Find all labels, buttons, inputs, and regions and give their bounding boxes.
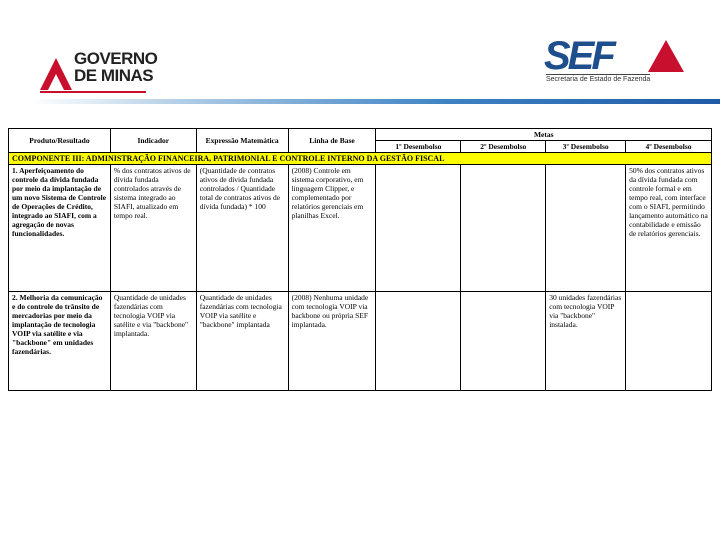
- cell-desembolso-1: [376, 292, 461, 391]
- cell-indicador: Quantidade de unidades fazendárias com tecnologia VOIP via satélite e via "backbone" implantada.: [110, 292, 196, 391]
- page-header: [0, 0, 720, 110]
- sef-subtitle: Secretaria de Estado de Fazenda: [546, 76, 651, 83]
- header-desembolso-3: 3º Desembolso: [546, 141, 626, 153]
- cell-linha-base: (2008) Nenhuma unidade com tecnologia VOIP via backbone ou própria SEF implantada.: [288, 292, 376, 391]
- header-produto: Produto/Resultado: [9, 129, 111, 153]
- component-title: COMPONENTE III: ADMINISTRAÇÃO FINANCEIRA, PATRIMONIAL E CONTROLE INTERNO DA GESTÃO FISCAL: [9, 153, 712, 165]
- header-indicador: Indicador: [110, 129, 196, 153]
- header-desembolso-2: 2º Desembolso: [461, 141, 546, 153]
- header-desembolso-1: 1º Desembolso: [376, 141, 461, 153]
- cell-expressao: Quantidade de unidades fazendárias com tecnologia VOIP via satélite e "backbone" implantada: [196, 292, 288, 391]
- sef-wordmark: SEF: [544, 34, 613, 78]
- cell-produto: 1. Aperfeiçoamento do controle da dívida fundada por meio da implantação de um novo Sistema de Controle de Operações de Crédito, integrado ao SIAFI, com a agregação de novas funcionalidades.: [9, 165, 111, 292]
- cell-desembolso-2: [461, 292, 546, 391]
- cell-desembolso-2: [461, 165, 546, 292]
- header-linha-base: Linha de Base: [288, 129, 376, 153]
- cell-expressao: (Quantidade de contratos ativos de dívida fundada controlados / Quantidade total de contratos ativos de dívida fundada) * 100: [196, 165, 288, 292]
- header-desembolso-4: 4º Desembolso: [626, 141, 712, 153]
- cell-desembolso-3: [546, 165, 626, 292]
- governo-de-minas-wordmark: GOVERNO DE MINAS: [74, 49, 158, 85]
- cell-desembolso-4: 50% dos contratos ativos da dívida fundada com controle formal e em tempo real, com interface com o SIAFI, permitindo lançamento automático na contabilidade e emissão de relatórios gerenciais.: [626, 165, 712, 292]
- table-header-row: [9, 129, 712, 141]
- sef-red-triangle-icon: [648, 38, 684, 74]
- cell-desembolso-3: 30 unidades fazendárias com tecnologia VOIP via "backbone" instalada.: [546, 292, 626, 391]
- sef-logo: [544, 36, 686, 86]
- header-metas: Metas: [376, 129, 712, 141]
- cell-indicador: % dos contratos ativos de dívida fundada controlados através de sistema integrado ao SIAFI, atualizado em tempo real.: [110, 165, 196, 292]
- component-row: [9, 153, 712, 165]
- cell-linha-base: (2008) Controle em sistema corporativo, em linguagem Clipper, e complementado por relatórios gerenciais em planilhas Excel.: [288, 165, 376, 292]
- cell-produto: 2. Melhoria da comunicação e do controle do trânsito de mercadorias por meio da implantação de tecnologia VOIP via satélite e via "backbone" em unidades fazendárias.: [9, 292, 111, 391]
- table-row: [9, 165, 712, 292]
- table-row: [9, 292, 712, 391]
- header-divider: [30, 99, 720, 104]
- cell-desembolso-4: [626, 292, 712, 391]
- header-expressao: Expressão Matemática: [196, 129, 288, 153]
- cell-desembolso-1: [376, 165, 461, 292]
- results-table: [8, 128, 712, 391]
